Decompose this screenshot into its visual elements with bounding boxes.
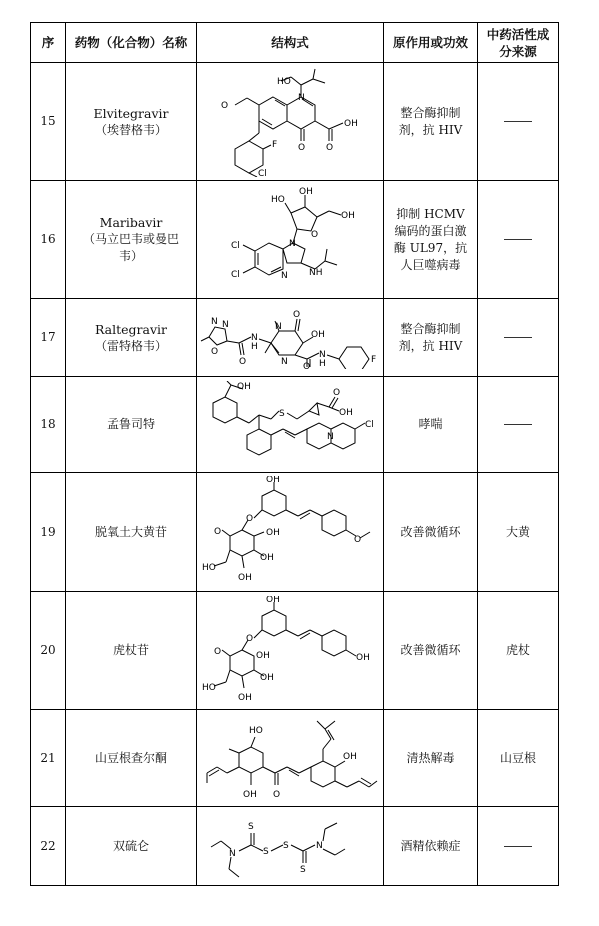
source-cell: 山豆根 xyxy=(478,710,559,807)
effect-cell: 整合酶抑制剂，抗 HIV xyxy=(384,63,478,181)
label: Cl xyxy=(258,168,267,177)
name-cell xyxy=(66,807,197,886)
dash xyxy=(504,424,532,425)
label: S xyxy=(283,841,289,851)
label: OH xyxy=(256,650,270,661)
label: OH xyxy=(266,528,280,538)
seq-cell: 22 xyxy=(31,807,66,886)
label: H xyxy=(251,341,258,352)
source-cell xyxy=(478,377,559,473)
structure-cell xyxy=(197,377,384,473)
effect-cell: 改善微循环 xyxy=(384,592,478,710)
structure-montelukast xyxy=(199,381,381,469)
label: N xyxy=(222,319,229,330)
drug-table xyxy=(30,22,559,886)
label: S xyxy=(263,847,269,857)
label: O xyxy=(298,142,306,153)
name-cn: （埃替格韦） xyxy=(94,122,167,137)
label: O xyxy=(239,356,247,367)
seq-cell: 16 xyxy=(31,181,66,299)
name-cn: 双硫仑 xyxy=(112,838,149,853)
label: S xyxy=(248,822,254,832)
table-row xyxy=(31,473,559,592)
seq-cell: 20 xyxy=(31,592,66,710)
label: O xyxy=(311,229,319,240)
seq-cell: 18 xyxy=(31,377,66,473)
label: OH xyxy=(311,329,325,340)
label: HO xyxy=(249,726,263,736)
label: HO xyxy=(202,682,216,693)
seq-cell: 21 xyxy=(31,710,66,807)
label: N xyxy=(229,849,236,859)
header-effect: 原作用或功效 xyxy=(384,23,478,63)
label: OH xyxy=(341,210,355,221)
label: Cl xyxy=(231,269,240,280)
effect-cell: 抑制 HCMV 编码的蛋白激酶 UL97，抗人巨噬病毒 xyxy=(384,181,478,299)
name-cn: 虎杖苷 xyxy=(112,643,149,657)
header-name: 药物（化合物）名称 xyxy=(66,23,197,63)
label: N xyxy=(281,356,288,367)
table-row xyxy=(31,807,559,886)
effect-cell: 哮喘 xyxy=(384,377,478,473)
label: OH xyxy=(237,381,251,392)
name-en: Elvitegravir xyxy=(93,105,169,121)
name-cn: （雷特格韦） xyxy=(94,338,167,353)
label: N xyxy=(281,270,288,281)
structure-cell xyxy=(197,181,384,299)
label: S xyxy=(300,865,306,875)
structure-maribavir xyxy=(205,185,375,295)
label: OH xyxy=(339,407,353,418)
name-cell xyxy=(66,473,197,592)
effect-cell: 整合酶抑制剂，抗 HIV xyxy=(384,299,478,377)
label: OH xyxy=(238,692,252,703)
effect-cell: 清热解毒 xyxy=(384,710,478,807)
name-cn: （马立巴韦或曼巴韦） xyxy=(82,232,179,263)
table-row xyxy=(31,63,559,181)
label: OH xyxy=(266,595,280,605)
label: N xyxy=(275,321,282,332)
label: N xyxy=(211,316,218,327)
label: N xyxy=(298,92,305,103)
label: H xyxy=(319,358,326,369)
label: OH xyxy=(299,186,313,197)
source-cell: 虎杖 xyxy=(478,592,559,710)
label: OH xyxy=(243,790,257,800)
label: HO xyxy=(202,563,216,573)
structure-elvitegravir xyxy=(205,67,375,177)
label: O xyxy=(354,535,362,545)
label: HO xyxy=(277,76,291,87)
name-cell xyxy=(66,377,197,473)
structure-cell xyxy=(197,299,384,377)
table-row xyxy=(31,592,559,710)
label: OH xyxy=(344,118,358,129)
label: O xyxy=(214,646,222,657)
label: O xyxy=(303,361,311,369)
label: O xyxy=(214,527,222,537)
seq-cell: 15 xyxy=(31,63,66,181)
structure-cell xyxy=(197,63,384,181)
source-cell xyxy=(478,299,559,377)
label: O xyxy=(326,142,334,153)
label: F xyxy=(371,354,377,365)
dash xyxy=(504,239,532,240)
name-en: Raltegravir xyxy=(94,321,168,337)
source-cell xyxy=(478,807,559,886)
name-cell xyxy=(66,299,197,377)
label: O xyxy=(333,387,341,398)
structure-raltegravir xyxy=(199,307,381,369)
label: N xyxy=(289,238,296,249)
label: OH xyxy=(343,752,357,762)
header-seq: 序 xyxy=(31,23,66,63)
label: N xyxy=(327,431,334,442)
name-cn: 孟鲁司特 xyxy=(106,417,155,431)
name-cell xyxy=(66,710,197,807)
seq-cell: 17 xyxy=(31,299,66,377)
table-row xyxy=(31,710,559,807)
source-cell xyxy=(478,181,559,299)
table-row xyxy=(31,299,559,377)
label: O xyxy=(246,514,254,524)
structure-cell xyxy=(197,710,384,807)
label: O xyxy=(211,346,219,357)
table-row xyxy=(31,181,559,299)
label: OH xyxy=(260,553,274,563)
effect-cell: 改善微循环 xyxy=(384,473,478,592)
header-source: 中药活性成分来源 xyxy=(478,23,559,63)
label: F xyxy=(272,139,278,150)
label: OH xyxy=(356,652,370,663)
label: OH xyxy=(260,672,274,683)
label: N xyxy=(251,332,258,343)
label: N xyxy=(316,841,323,851)
dash xyxy=(504,121,532,122)
table-row xyxy=(31,377,559,473)
label: O xyxy=(293,309,301,320)
structure-polydatin xyxy=(200,596,380,706)
source-cell: 大黄 xyxy=(478,473,559,592)
effect-cell: 酒精依赖症 xyxy=(384,807,478,886)
label: Cl xyxy=(365,419,374,430)
structure-cell xyxy=(197,592,384,710)
name-cn: 山豆根查尔酮 xyxy=(94,750,167,765)
label: OH xyxy=(238,573,252,583)
header-structure: 结构式 xyxy=(197,23,384,63)
label: NH xyxy=(309,267,323,278)
label: OH xyxy=(266,476,280,485)
label: O xyxy=(273,790,281,800)
structure-rhaponticin xyxy=(200,476,380,588)
name-cn: 脱氧土大黄苷 xyxy=(94,524,167,539)
label: N xyxy=(319,349,326,360)
name-cell xyxy=(66,592,197,710)
label: S xyxy=(279,408,285,419)
name-en: Maribavir xyxy=(99,215,163,230)
structure-sophoradin xyxy=(199,713,381,803)
header-row xyxy=(31,23,559,63)
name-cell xyxy=(66,63,197,181)
label: Cl xyxy=(231,240,240,251)
seq-cell: 19 xyxy=(31,473,66,592)
structure-cell xyxy=(197,807,384,886)
structure-disulfiram xyxy=(199,811,381,881)
label: O xyxy=(221,100,229,111)
name-cell xyxy=(66,181,197,299)
label: O xyxy=(246,633,254,644)
dash xyxy=(504,337,532,338)
dash xyxy=(504,846,532,847)
structure-cell xyxy=(197,473,384,592)
label: HO xyxy=(271,194,285,205)
source-cell xyxy=(478,63,559,181)
